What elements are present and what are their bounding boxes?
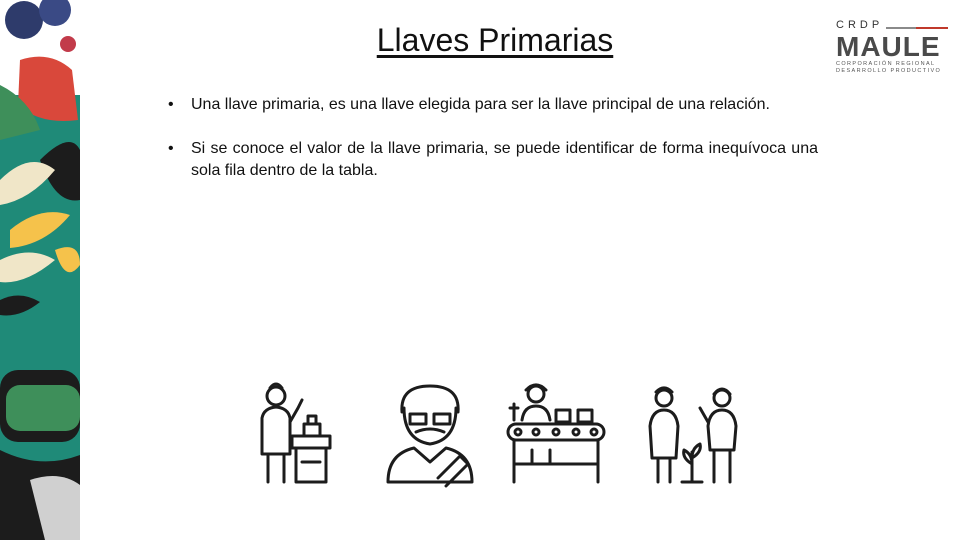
icon-row — [250, 378, 750, 490]
logo-divider-accent — [916, 27, 948, 29]
bullet-item-1: • Una llave primaria, es una llave elegida para ser la llave principal de una relación. — [168, 94, 818, 116]
decorative-side-strip — [0, 0, 80, 540]
bullet-item-2: • Si se conoce el valor de la llave primaria, se puede identificar de forma inequívoca una sola fila dentro de la tabla. — [168, 138, 818, 182]
slide-title: Llaves Primarias — [376, 22, 614, 58]
logo-sub-line-1: CORPORACIÓN REGIONAL — [836, 61, 936, 67]
crdp-maule-logo — [836, 20, 950, 74]
logo-top-text: CRDP — [836, 19, 884, 31]
farmers-icon — [642, 378, 746, 488]
worker-icon — [250, 378, 354, 488]
bullet-list — [168, 94, 818, 204]
logo-sub-line-2: DESARROLLO PRODUCTIVO — [836, 68, 942, 74]
engineer-icon — [380, 378, 484, 488]
logo-main-text: MAULE — [836, 31, 941, 62]
factory-line-icon — [504, 378, 608, 488]
